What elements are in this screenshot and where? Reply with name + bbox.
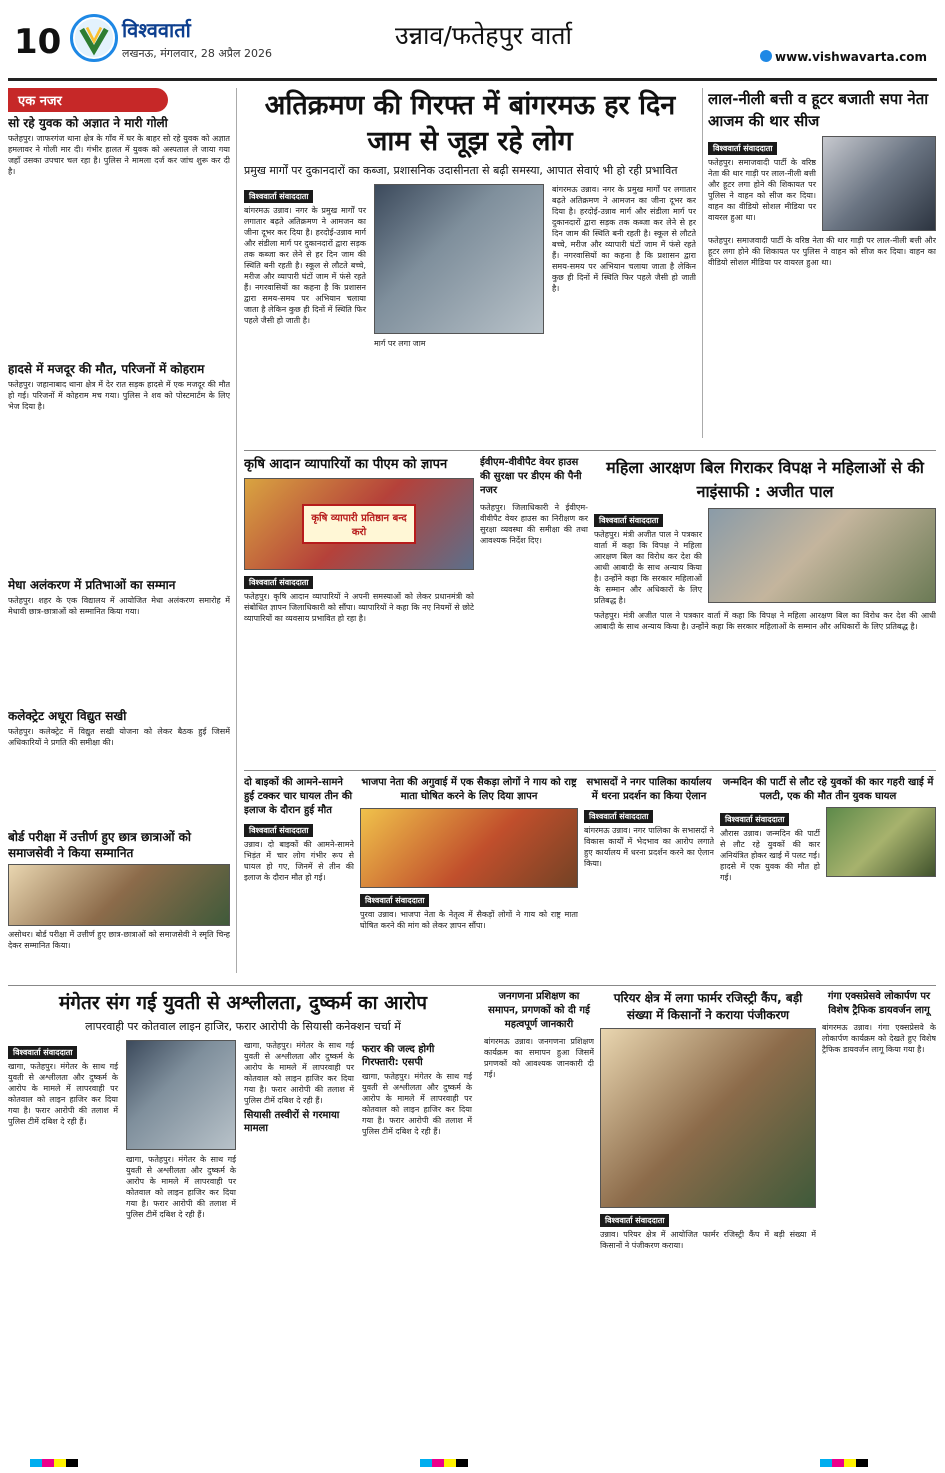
site-url-text[interactable]: www.vishwavarta.com bbox=[775, 50, 927, 64]
section-rule bbox=[8, 985, 936, 986]
mangetar-byline: विश्ववार्ता संवाददाता bbox=[8, 1046, 77, 1059]
column-divider bbox=[236, 88, 237, 973]
lead-body: बांगरमऊ उन्नाव। नगर के प्रमुख मार्गों पर लगातार बढ़ते अतिक्रमण ने आमजन का जीना दूभर कर दिया है। हरदोई-उन्नाव मार्ग और संडीला मार्ग पर दुकानदारों द्वारा सड़क तक कब्जा कर लेने से हर दिन जाम की स्थिति बनी रहती है। स्कूल से लौटते बच्चे, मरीज और व्यापारी घंटों जाम में फंसे रहते हैं। नगरवासियों का कहना है कि प्रशासन द्वारा समय-समय पर अभियान चलाया जाता है लेकिन कुछ ही दिनों में स्थिति फिर पहले जैसी हो जाती है। bbox=[244, 206, 366, 325]
ek-nazar-body: असोथर। बोर्ड परीक्षा में उत्तीर्ण हुए छात्र-छात्राओं को समाजसेवी ने स्मृति चिन्ह देकर सम्मानित किया। bbox=[8, 930, 230, 950]
mahila-body: फतेहपुर। मंत्री अजीत पाल ने पत्रकार वार्ता में कहा कि विपक्ष ने महिला आरक्षण बिल का विरोध कर देश की आधी आबादी के साथ अन्याय किया है। उन्होंने कहा कि सरकार महिलाओं के सम्मान और अधिकारों के लिए प्रतिबद्ध है। bbox=[594, 530, 702, 605]
sabhasad-headline: सभासदों ने नगर पालिका कार्यालय में धरना प्रदर्शन का किया ऐलान bbox=[586, 777, 712, 802]
party-byline: विश्ववार्ता संवाददाता bbox=[720, 813, 789, 826]
farmer-body: उन्नाव। परियर क्षेत्र में आयोजित फार्मर रजिस्ट्री कैंप में बड़ी संख्या में किसानों ने पंजीकरण कराया। bbox=[600, 1230, 816, 1250]
mangetar-subhead: फरार की जल्द होगी गिरफ्तारी: एसपी bbox=[362, 1044, 435, 1068]
krishi-story bbox=[244, 456, 474, 766]
sabhasad-byline: विश्ववार्ता संवाददाता bbox=[584, 810, 653, 823]
krishi-byline: विश्ववार्ता संवाददाता bbox=[244, 576, 313, 589]
lead-photo-caption: मार्ग पर लगा जाम bbox=[374, 339, 426, 348]
dateline: लखनऊ, मंगलवार, 28 अप्रैल 2026 bbox=[122, 47, 272, 60]
thar-headline: लाल-नीली बत्ती व हूटर बजाती सपा नेता आजम की थार सीज bbox=[708, 90, 929, 130]
mangetar-story bbox=[8, 990, 478, 1445]
page-number: 10 bbox=[14, 22, 62, 62]
party-story bbox=[720, 776, 936, 981]
section-rule bbox=[244, 770, 936, 771]
thar-vehicle-photo bbox=[822, 136, 936, 231]
traffic-jam-photo bbox=[374, 184, 544, 334]
gaay-body: पुरवा उन्नाव। भाजपा नेता के नेतृत्व में सैकड़ों लोगों ने गाय को राष्ट्र माता घोषित करने की मांग को लेकर ज्ञापन सौंपा। bbox=[360, 910, 578, 930]
lead-headline: अतिक्रमण की गिरफ्त में बांगरमऊ हर दिन जाम से जूझ रहे लोग bbox=[264, 90, 676, 157]
krishi-protest-photo bbox=[244, 478, 474, 570]
ek-nazar-body: फतेहपुर। कलेक्ट्रेट में विद्युत सखी योजना को लेकर बैठक हुई जिसमें अधिकारियों ने प्रगति की समीक्षा की। bbox=[8, 727, 230, 747]
krishi-body: फतेहपुर। कृषि आदान व्यापारियों ने अपनी समस्याओं को लेकर प्रधानमंत्री को संबोधित ज्ञापन जिलाधिकारी को सौंपा। व्यापारियों ने कहा कि नए नियमों से छोटे व्यापारियों का व्यवसाय प्रभावित हो रहा है। bbox=[244, 592, 474, 623]
mangetar-subheadline: लापरवाही पर कोतवाल लाइन हाजिर, फरार आरोपी के सियासी कनेक्शन चर्चा में bbox=[85, 1020, 401, 1033]
mangetar-body-continued: खागा, फतेहपुर। मंगेतर के साथ गई युवती से अश्लीलता और दुष्कर्म के आरोप के मामले में लापरवाही पर कोतवाल को लाइन हाजिर कर दिया गया है। फरार आरोपी की तलाश में पुलिस टीमें दबिश दे रही हैं। bbox=[126, 1155, 236, 1219]
lead-subheadline: प्रमुख मार्गों पर दुकानदारों का कब्जा, प्रशासनिक उदासीनता से बढ़ी समस्या, आपात सेवाएं भी हो रही प्रभावित bbox=[244, 164, 678, 177]
lead-story bbox=[244, 88, 696, 448]
jangana-headline: जनगणना प्रशिक्षण का समापन, प्रगणकों को दी गई महत्वपूर्ण जानकारी bbox=[488, 991, 590, 1030]
car-accident-photo bbox=[826, 807, 936, 877]
ek-nazar-headline: मेधा अलंकरण में प्रतिभाओं का सम्मान bbox=[8, 578, 176, 592]
brand-logo-icon bbox=[70, 14, 118, 62]
thar-body: फतेहपुर। समाजवादी पार्टी के वरिष्ठ नेता की थार गाड़ी पर लाल-नीली बत्ती और हूटर लगा होने की शिकायत पर पुलिस ने वाहन को सीज कर दिया। वाहन का वीडियो सोशल मीडिया पर वायरल हुआ था। bbox=[708, 158, 816, 222]
lead-body-continued: बांगरमऊ उन्नाव। नगर के प्रमुख मार्गों पर लगातार बढ़ते अतिक्रमण ने आमजन का जीना दूभर कर दिया है। हरदोई-उन्नाव मार्ग और संडीला मार्ग पर दुकानदारों द्वारा सड़क तक कब्जा कर लेने से हर दिन जाम की स्थिति बनी रहती है। स्कूल से लौटते बच्चे, मरीज और व्यापारी घंटों जाम में फंसे रहते हैं। नगरवासियों का कहना है कि प्रशासन द्वारा समय-समय पर अभियान चलाया जाता है लेकिन कुछ ही दिनों में स्थिति फिर पहले जैसी हो जाती है। bbox=[552, 185, 696, 293]
jangana-body: बांगरमऊ उन्नाव। जनगणना प्रशिक्षण कार्यक्रम का समापन हुआ जिसमें प्रगणकों को आवश्यक जानकारी दी गई। bbox=[484, 1037, 594, 1079]
farmer-byline: विश्ववार्ता संवाददाता bbox=[600, 1214, 669, 1227]
gaay-memorandum-photo bbox=[360, 808, 578, 888]
accused-photo bbox=[126, 1040, 236, 1150]
bike-story bbox=[244, 776, 354, 981]
ganga-story bbox=[822, 990, 936, 1445]
ganga-body: बांगरमऊ उन्नाव। गंगा एक्सप्रेसवे के लोकार्पण कार्यक्रम को देखते हुए विशेष ट्रैफिक डायवर्जन लागू किया गया है। bbox=[822, 1023, 936, 1054]
globe-icon bbox=[760, 50, 772, 62]
bike-byline: विश्ववार्ता संवाददाता bbox=[244, 824, 313, 837]
gaay-story bbox=[360, 776, 578, 981]
gaay-headline: भाजपा नेता की अगुवाई में एक सैकड़ा लोगों ने गाय को राष्ट्र माता घोषित करने के लिए दिया ज्ञापन bbox=[361, 777, 577, 802]
mangetar-subhead: सियासी तस्वीरों से गरमाया मामला bbox=[244, 1110, 340, 1134]
registration-marks bbox=[820, 1459, 868, 1467]
lead-byline: विश्ववार्ता संवाददाता bbox=[244, 190, 313, 203]
mahila-story bbox=[594, 456, 936, 766]
section-rule bbox=[244, 450, 936, 451]
registration-marks bbox=[420, 1459, 468, 1467]
farmer-camp-photo bbox=[600, 1028, 816, 1208]
registration-marks bbox=[30, 1459, 78, 1467]
mangetar-body: खागा, फतेहपुर। मंगेतर के साथ गई युवती से अश्लीलता और दुष्कर्म के आरोप के मामले में लापरवाही पर कोतवाल को लाइन हाजिर कर दिया गया है। फरार आरोपी की तलाश में पुलिस टीमें दबिश दे रही हैं। bbox=[8, 1062, 118, 1126]
gaay-byline: विश्ववार्ता संवाददाता bbox=[360, 894, 429, 907]
ganga-headline: गंगा एक्सप्रेसवे लोकार्पण पर विशेष ट्रैफिक डायवर्जन लागू bbox=[827, 991, 931, 1016]
column-divider bbox=[702, 88, 703, 438]
ek-nazar-body: फतेहपुर। शहर के एक विद्यालय में आयोजित मेधा अलंकरण समारोह में मेधावी छात्र-छात्राओं को सम्मानित किया गया। bbox=[8, 596, 230, 616]
evm-body: फतेहपुर। जिलाधिकारी ने ईवीएम-वीवीपैट वेयर हाउस का निरीक्षण कर सुरक्षा व्यवस्था की समीक्षा की तथा आवश्यक निर्देश दिए। bbox=[480, 503, 588, 545]
farmer-story bbox=[600, 990, 816, 1445]
ek-nazar-label: एक नजर bbox=[8, 88, 168, 112]
bike-headline: दो बाइकों की आमने-सामने हुई टक्कर चार घायल तीन की इलाज के दौरान हुई मौत bbox=[244, 777, 353, 816]
evm-headline: ईवीएम-वीवीपैट वेयर हाउस की सुरक्षा पर डीएम की पैनी नजर bbox=[480, 457, 582, 496]
ek-nazar-column bbox=[8, 88, 230, 978]
sabhasad-story bbox=[584, 776, 714, 981]
jangana-story bbox=[484, 990, 594, 1445]
ek-nazar-headline: हादसे में मजदूर की मौत, परिजनों में कोहराम bbox=[8, 362, 205, 376]
ek-nazar-headline: सो रहे युवक को अज्ञात ने मारी गोली bbox=[8, 116, 168, 130]
brand-name: विश्ववार्ता bbox=[122, 18, 191, 42]
press-conference-photo bbox=[708, 508, 936, 603]
krishi-banner: कृषि व्यापारी प्रतिष्ठान बन्द करो bbox=[302, 504, 416, 544]
krishi-headline: कृषि आदान व्यापारियों का पीएम को ज्ञापन bbox=[244, 457, 448, 472]
bike-body: उन्नाव। दो बाइकों की आमने-सामने भिड़ंत में चार लोग गंभीर रूप से घायल हो गए, जिनमें से तीन की इलाज के दौरान मौत हो गई। bbox=[244, 840, 354, 882]
students-photo bbox=[8, 864, 230, 926]
mahila-byline: विश्ववार्ता संवाददाता bbox=[594, 514, 663, 527]
party-body: औरास उन्नाव। जन्मदिन की पार्टी से लौट रहे युवकों की कार अनियंत्रित होकर खाई में पलट गई। हादसे में एक युवक की मौत हो गई। bbox=[720, 829, 820, 882]
ek-nazar-headline: बोर्ड परीक्षा में उत्तीर्ण हुए छात्र छात्राओं को समाजसेवी ने किया सम्मानित bbox=[8, 830, 191, 860]
mangetar-headline: मंगेतर संग गई युवती से अश्लीलता, दुष्कर्म का आरोप bbox=[58, 992, 428, 1014]
thar-story bbox=[708, 88, 936, 433]
ek-nazar-body: फतेहपुर। जहानाबाद थाना क्षेत्र में देर रात सड़क हादसे में एक मजदूर की मौत हो गई। परिजनों में कोहराम मच गया। पुलिस ने शव को पोस्टमार्टम के लिए भेज दिया है। bbox=[8, 380, 230, 411]
evm-story bbox=[480, 456, 588, 766]
mangetar-body-continued: खागा, फतेहपुर। मंगेतर के साथ गई युवती से अश्लीलता और दुष्कर्म के आरोप के मामले में लापरवाही पर कोतवाल को लाइन हाजिर कर दिया गया है। फरार आरोपी की तलाश में पुलिस टीमें दबिश दे रही हैं। bbox=[362, 1072, 472, 1136]
ek-nazar-body: फतेहपुर। जाफरगंज थाना क्षेत्र के गाँव में घर के बाहर सो रहे युवक को अज्ञात हमलावर ने गोली मार दी। गंभीर हालत में युवक को अस्पताल ले जाया गया जहाँ उसका उपचार चल रहा है। पुलिस ने मामला दर्ज कर जांच शुरू कर दी है। bbox=[8, 134, 230, 176]
section-title: उन्नाव/फतेहपुर वार्ता bbox=[395, 21, 573, 50]
mahila-body-continued: फतेहपुर। मंत्री अजीत पाल ने पत्रकार वार्ता में कहा कि विपक्ष ने महिला आरक्षण बिल का विरोध कर देश की आधी आबादी के साथ अन्याय किया है। उन्होंने कहा कि सरकार महिलाओं के सम्मान और अधिकारों के लिए प्रतिबद्ध है। bbox=[594, 611, 936, 631]
site-url[interactable] bbox=[760, 50, 927, 64]
masthead bbox=[0, 0, 945, 78]
masthead-rule bbox=[8, 78, 937, 81]
thar-byline: विश्ववार्ता संवाददाता bbox=[708, 142, 777, 155]
thar-body-continued: फतेहपुर। समाजवादी पार्टी के वरिष्ठ नेता की थार गाड़ी पर लाल-नीली बत्ती और हूटर लगा होने की शिकायत पर पुलिस ने वाहन को सीज कर दिया। वाहन का वीडियो सोशल मीडिया पर वायरल हुआ था। bbox=[708, 236, 936, 267]
sabhasad-body: बांगरमऊ उन्नाव। नगर पालिका के सभासदों ने विकास कार्यों में भेदभाव का आरोप लगाते हुए कार्यालय में धरना प्रदर्शन करने का ऐलान किया। bbox=[584, 826, 714, 868]
mahila-headline: महिला आरक्षण बिल गिराकर विपक्ष ने महिलाओं से की नाइंसाफी : अजीत पाल bbox=[606, 458, 924, 501]
mangetar-body-continued: खागा, फतेहपुर। मंगेतर के साथ गई युवती से अश्लीलता और दुष्कर्म के आरोप के मामले में लापरवाही पर कोतवाल को लाइन हाजिर कर दिया गया है। फरार आरोपी की तलाश में पुलिस टीमें दबिश दे रही हैं। bbox=[244, 1041, 354, 1105]
party-headline: जन्मदिन की पार्टी से लौट रहे युवकों की कार गहरी खाई में पलटी, एक की मौत तीन युवक घायल bbox=[722, 777, 934, 802]
farmer-headline: परियर क्षेत्र में लगा फार्मर रजिस्ट्री कैंप, बड़ी संख्या में किसानों ने कराया पंजीकरण bbox=[613, 991, 803, 1022]
ek-nazar-headline: कलेक्ट्रेट अधूरा विद्युत सखी bbox=[8, 709, 127, 723]
